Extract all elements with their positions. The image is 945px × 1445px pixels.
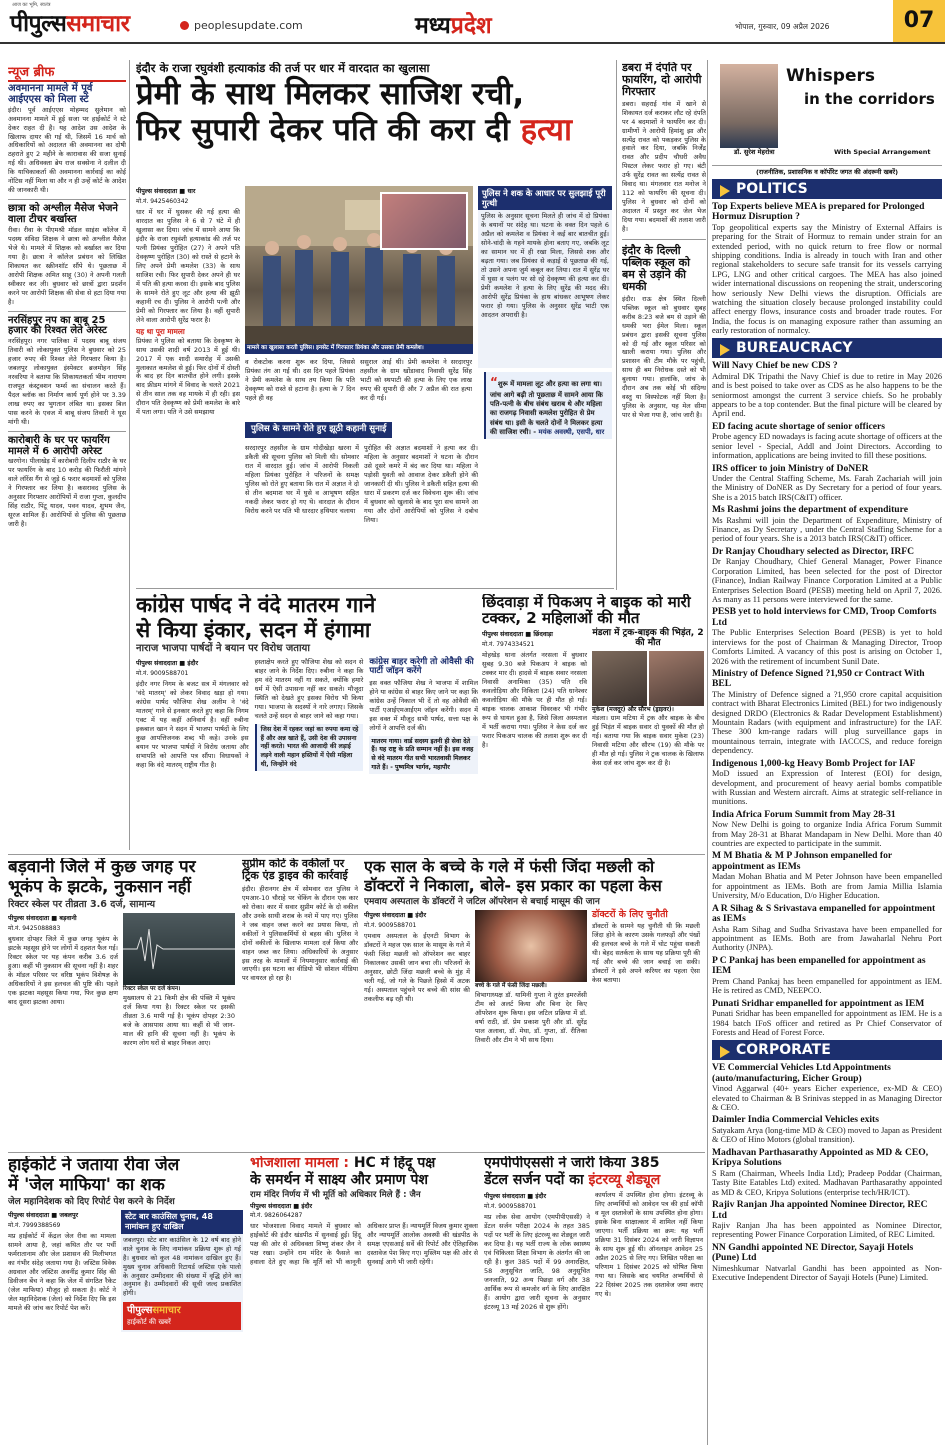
bureaucracy-item-text: Punati Sridhar has been empanelled for appointment as IEM. He is a 1984 batch IFoS officer and retired as Pr Chief Conservator of Forests and Head of Forest Force. — [712, 1009, 942, 1037]
corporate-item-text: S Ram (Chairman, Wheels India Ltd); Pradeep Poddar (Chairman, Tasty Bite Eatables Ltd) exited. Madhavan Parthasarathy appointed as MD & CEO, Kripya Solutions (enterprise tech/HR/ICT). — [712, 1168, 942, 1197]
congress-box: कांग्रेस बाहर करेगी तो ओवैसी की पार्टी जॉइन करेंगे इस वक्त फौजिया शेख ने भाजपा में शामिल होने या कांग्रेस से बाहर किए जाने पर कहा कि कांग्रेस उन्हें निकाल भी दें तो वह ओवैसी की पार्टी एआईएमआईएम जॉइन करेंगी। सदन में इस वक्त में मौजूद सभी पार्षद, सत्ता पक्ष के लोगों ने आपत्ति दर्ज की। मातरम गाया। वार्ड सदस्य इतनी ही सेवा देते हैं। यह राष्ट्र के प्रति सम्मान नहीं है। इस वजह से वंदे मातरम गीत सभी भारतवासी मिलकर गाते हैं। - पुष्यमित्र भार्गव, महापौर — [369, 658, 478, 774]
corporate-item-text: Nimeshkumar Natvarlal Gandhi has been appointed as Non-Executive Independent Director of Sayaji Hotels (Pune) Limited. — [712, 1263, 942, 1283]
lead-column-1 — [136, 186, 240, 586]
lead-text-1: धार में घर में घुसकर की गई हत्या की वारदात का पुलिस ने 6 से 7 घंटे में ही खुलासा कर दिया। जांच में सामने आया कि इंदौर के राजा रघुवंशी हत्याकांड की तर्ज पर पत्नी प्रियंका पुरोहित (27) ने अपने पति देवकृष्ण पुरोहित (30) को रास्ते से हटाने के लिए अपने प्रेमी कमलेश (33) के साथ साजिश रची। फिर सुपारी देकर अपने ही घर में पति की हत्या करवा दी। इसके बाद पुलिस के सामने रोते हुए लूट और हत्या की झूठी कहानी रच दी। पुलिस ने आरोपी पत्नी और प्रेमी को गिरफ्तार कर लिया है। वहीं सुपारी लेने वाला आरोपी सुरेंद्र फरार है। — [136, 207, 240, 324]
whispers-sidebar — [712, 62, 942, 1442]
hc-news-promo[interactable]: पीपुल्ससमाचार हाईकोर्ट की खबरें — [123, 1302, 241, 1329]
lead-title-line-2: फिर सुपारी देकर पति की करा दी हत्या — [136, 111, 573, 148]
lead-sidebar-box — [478, 186, 612, 368]
badwani-title-2: भूकंप के झटके, नुकसान नहीं — [8, 877, 192, 898]
lead-text-2: प्रियंका ने पुलिस को बताया कि देवकृष्ण के साथ उसकी शादी वर्ष 2013 में हुई थी। 2017 में एक शादी समारोह में उसकी मुलाकात कमलेश से हुई। फिर दोनों में दोस्ती के बाद हर दिन बातचीत होने लगी। इसके बाद फ्रीडम मांगने में विवाद के चलते 2021 से तीन साल तक वह मायके में ही रही। इस दौरान पति देवकृष्ण को प्रेमी कमलेश के बारे में पता लगा। पति ने उसे समझाया — [136, 336, 240, 417]
congress-column-2: हस्ताक्षेप करते हुए फौजिया शेख को सदन से बाहर जाने के निर्देश दिए। रुबीना ने कहा कि हम वंदे मातरम नहीं गा सकते, क्योंकि हमारे धर्म में ऐसी उपासना नहीं कर सकते। मौजूदा स्थिति को देखते हुए इसका विरोध भी किया गया। भाजपा के सदस्यों ने नारे लगाए। जिसके चलते उन्हें सदन से बाहर जाने को कहा गया। जिस देश में रहकर जहां का रुपया कमा रहे हैं और अन्न खाते हैं, उसी देश की उपासना नहीं करते। भारत की आजादी की लड़ाई लड़ने वाली महान हस्तियों में ऐसी महिला थी, जिन्होंने वंदे — [255, 658, 364, 774]
section-title: मध्यप्रदेश — [415, 13, 492, 39]
edition-date: भोपाल, गुरुवार, 09 अप्रैल 2026 — [735, 22, 830, 31]
special-arrangement: With Special Arrangement — [834, 148, 931, 156]
bureaucracy-item-text: MoD issued an Expression of Interest (EOI) for design, development, and procurement of heavy aerial bombs compatible with Russian and Western aircraft. Aims at strategic self-reliance in munitions. — [712, 769, 942, 807]
congress-deck: नाराज भाजपा पार्षदों ने बयान पर विरोध जताया — [136, 643, 310, 655]
lead-strip-title: पुलिस के सामने रोते हुए झूठी कहानी सुनाई — [245, 422, 479, 440]
divider — [8, 311, 126, 312]
mppsc-column-1: पीपुल्स संवाददाता ■ इंदौर मो.नं. 9009588701 मप्र लोक सेवा आयोग (एमपीपीएससी) ने डेंटल सर्जन परीक्षा 2024 के तहत 385 पदों पर भर्ती के लिए इंटरव्यू का शेड्यूल जारी कर दिया है। यह भर्ती राज्य के लोक स्वास्थ्य एवं चिकित्सा शिक्षा विभाग के अंतर्गत की जा रही है। कुल 385 पदों में 99 अनारक्षित, 58 अनुसूचित जाति, 98 अनुसूचित जनजाति, 92 अन्य पिछड़ा वर्ग और 38 आर्थिक रूप से कमजोर वर्ग के लिए आरक्षित हैं। आयोग द्वारा जारी सूचना के अनुसार इंटरव्यू 13 मई 2026 से शुरू होंगे। — [484, 1193, 590, 1311]
endoscope-photo — [475, 910, 587, 982]
lead-kicker: इंदौर के राजा रघुवंशी हत्याकांड की तर्ज पर धार में वारदात का खुलासा — [136, 62, 430, 75]
lead-photo-caption: मामले का खुलासा करती पुलिस। इनसेट में गिरफ्तार प्रियंका और उसका प्रेमी कमलेश। — [245, 344, 473, 354]
corporate-item-heading: Daimler India Commercial Vehicles exits — [712, 1114, 879, 1126]
brief-item: नरसिंहपुर नप का बाबू 25 हजार की रिश्वत लेते अरेस्ट नरसिंहपुर। नगर पालिका में पदस्थ बाबू संजय तिवारी को लोकायुक्त पुलिस ने बुधवार को 25 हजार रुपए की रिश्वत लेते गिरफ्तार किया है। जबलपुर लोकायुक्त इंस्पेक्टर ब्रजमोहन सिंह नरवरिया ने बताया कि शिकायतकर्ता भीम नारायण राजपूत कंस्ट्रक्शन फर्म्स का संचालन करते हैं। पैदल ब्लॉक का निर्माण कार्य पूर्ण होने पर 3.39 लाख रुपए का भुगतान लंबित था। इसका बिल पास करने के एवज में बाबू संजय तिवारी ने घूस मांगी थी। — [8, 314, 126, 426]
badwani-story — [8, 858, 236, 1150]
whispers-header — [712, 62, 942, 166]
bureaucracy-item-text: Admiral DK Tripathi the Navy Chief is due to retire in May 2026 and is best poised to take over as CDS as he also happens to be the seniormost amongst the current 3 service chiefs. So he probably appears to be a top contender. But the final picture will be cleared by April end. — [712, 371, 942, 419]
fish-title-1: एक साल के बच्चे के गले में फंसी जिंदा मछली को — [364, 858, 655, 876]
rewa-column: पीपुल्स संवाददाता ■ जबलपुर मो.नं. 7999388569 मप्र हाईकोर्ट में केंद्रल जेल रीवा का मामला सामने आया है, जहां कथित तौर पर पर्ची फर्मरातानाम और जेल प्रशासन की मिलीभगत का गंभीर संदेह जताया गया है। जस्टिस विवेक अग्रवाल और जस्टिस अवनींद्र कुमार सिंह की डिवीजन बेंच ने कहा कि जेल में संगठित रैकेट (जेल माफिया) मौजूद हो सकता है। कोर्ट ने जेल महानिदेशक (जेल) को निर्देश दिए कि इस मामले की जांच कर रिपोर्ट पेश करें। — [8, 1212, 116, 1313]
sc-title: सुप्रीम कोर्ट के वकीलों पर ट्रिक एंड ड्राइव की कार्रवाई — [242, 858, 348, 882]
whispers-subtitle: in the corridors — [804, 90, 935, 108]
bureaucracy-item-text: The Public Enterprises Selection Board (PESB) is yet to hold interviews for the post of Chairman & Managing Director, Troop Comforts Limited. A vacancy of this post is arising on October 1, 2026 with the retirement of incumbent Sunil Date. — [712, 628, 942, 666]
news-brief-column — [8, 62, 126, 848]
politics-header: POLITICS — [712, 179, 942, 199]
congress-story — [136, 594, 478, 852]
seismograph-icon — [123, 919, 235, 979]
rewa-title-2: में 'जेल माफिया' का शक — [8, 1175, 165, 1196]
bureaucracy-item-heading: Will Navy Chief be new CDS ? — [712, 360, 838, 372]
lead-title-line-1: प्रेमी के साथ मिलकर साजिश रची, — [136, 76, 525, 113]
author-name: डॉ. सुरेश मेहरोत्रा — [734, 148, 775, 156]
newspaper-logo: पीपुल्ससमाचार — [10, 11, 130, 37]
congress-quote: जिस देश में रहकर जहां का रुपया कमा रहे हैं और अन्न खाते हैं, उसी देश की उपासना नहीं करते। भारत की आजादी की लड़ाई लड़ने वाली महान हस्तियों में ऐसी महिला थी, जिन्होंने वंदे — [255, 724, 364, 771]
mppsc-title-1: एमपीपीएससी ने जारी किया 385 — [484, 1156, 660, 1171]
sc-lawyers-story — [242, 858, 358, 1150]
fish-title-2: डॉक्टरों ने निकाला, बोले- इस प्रकार का पहला केस — [364, 876, 662, 896]
bureaucracy-item-heading: ED facing acute shortage of senior officers — [712, 420, 886, 432]
inset-photo-accused — [380, 192, 468, 250]
bureaucracy-item-heading: IRS officer to join Ministry of DoNER — [712, 462, 869, 474]
rewa-title-1: हाईकोर्ट ने जताया रीवा जेल — [8, 1156, 180, 1175]
congress-title-2: से किया इंकार, सदन में हंगामा — [136, 617, 371, 642]
politics-items: Top Experts believe MEA is prepared for Prolonged Hormuz Disruption ? Top geopolitical experts say the Ministry of External Affairs is preparing for the Strait of Hormuz to remain under strain for an extended period, with no quick return to free flow or normal shipping conditions. India is already in touch with Iran and other regional stakeholders to secure safe transit for its vessels carrying LPG, LNG and other critical cargoes. The MEA has also joined wider international discussions on reopening the strait, underscoring how seriously New Delhi views the disruption. Officials are watching the situation closely because prolonged instability could affect energy flows, insurance costs and broader trade routes. For India, the focus is on managing exposure rather than assuming an early restoration of normalcy. — [712, 200, 942, 336]
lead-strip-column-2: पुरोहित की अज्ञात बदमाशों ने हत्या कर दी। महिला के अनुसार बदमाशों ने घटना के दौरान उसे दूसरे कमरे में बंद कर दिया था। महिला ने पड़ोसी युवती को आवाज देकर डकैती होने की जानकारी दी थी। पुलिस ने डकैती सहित हत्या की धारा में प्रकरण दर्ज कर विवेचना शुरू की। जांच में बुधवार को खुलासे के बाद पूरा सच सामने आ गया और दोनों आरोपियों को पुलिस ने दबोच लिया। — [364, 444, 478, 524]
sc-text: इंदौर। हीरानगर क्षेत्र में सोमवार रात पुलिस ने एमआर-10 चौराहे पर चेकिंग के दौरान एक कार को रोका। कार में सवार सुप्रीम कोर्ट के दो वकील और उनके साथी शराब के नशे में पाए गए। पुलिस ने जब वाहन जब्त करने का प्रयास किया, तो वकीलों ने पुलिसकर्मियों से बहस की। पुलिस ने दोनों वकीलों के खिलाफ मामला दर्ज किया और वाहन जब्त कर लिया। अधिकारियों के अनुसार इस तरह के मामलों में नियमानुसार कार्रवाई की जाएगी। इस घटना का वीडियो भी सोशल मीडिया पर वायरल हो रहा है। — [242, 884, 358, 983]
bureaucracy-item-heading: A R Sihag & S Srivastava empanelled for appointment as IEMs — [712, 902, 936, 925]
brief-item: कारोबारी के घर पर फायरिंग मामले में 6 आरोपी अरेस्ट खरगोन। पीलाखेड़ में कारोबारी दिलीप राठौर के घर पर फायरिंग के बाद 10 करोड़ की फिरौती मांगने वाले लॉरेंस गैंग से जुड़े 6 फरार बदमाशों को पुलिस ने गिरफ्तार कर लिया है। कसरावद पुलिस के अनुसार गिरफ्तार आरोपियों में राजा गुप्ता, कुलदीप सिंह राठौर, पिंटू यादव, पवन यादव, शुभम जैन, सूरज शामिल हैं। आरोपियों से पुलिस की पूछताछ जारी है। — [8, 434, 126, 529]
corporate-item-text: Satyakam Arya (long-time MD & CEO) moved to Japan as President & CEO of Hino Motors (global transition). — [712, 1126, 942, 1145]
chhindwara-column: पीपुल्स संवाददाता ■ छिंदवाड़ा मो.नं. 7974334521 मोहखेड़ थाना अंतर्गत नरसला में बुधवार सुबह 9.30 बजे पिकअप ने बाइक को टक्कर मार दी। हादसे में बाइक सवार नरसला निवासी अनामिका (35) पति रवि कवलोड़िया और निकिता (24) पति धानेश्वर कवलोड़िया की मौके पर ही मौत हो गई। बाइक चालक आकाश धिवरकर भी गंभीर रूप से घायल हुआ है, जिसे जिला अस्पताल में भर्ती कराया गया। पुलिस ने केस दर्ज कर फरार पिकअप चालक की तलाश शुरू कर दी है। — [482, 631, 587, 750]
lead-byline: पीपुल्स संवाददाता ■ धार — [136, 188, 196, 195]
bar-council-box: स्टेट बार काउंसिल चुनाव, 48 नामांकन हुए दाखिल जबलपुर। स्टेट बार काउंसिल के 12 वर्ष बाद होने वाले चुनाव के लिए नामांकन प्रक्रिया शुरू हो गई है। बुधवार को कुल 48 नामांकन दाखिल हुए हैं। मुख्य चुनाव अधिकारी रिटायर्ड जस्टिस एके पालो के अनुसार उम्मीदवार की संख्या में वृद्धि होने का अनुमान है। उम्मीदवारों की सूची जल्द प्रकाशित होगी। पीपुल्ससमाचार हाईकोर्ट की खबरें — [121, 1210, 243, 1331]
lead-column-2: व रोकटोक करना शुरू कर दिया, जिससे प्रियंका तंग आ गई थी। दस दिन पहले प्रियंका ने प्रेमी कमलेश के साथ तय किया कि पति देवकृष्ण को रास्ते से हटाना है। हत्या के 7 दिन पहले ही वह — [245, 358, 355, 402]
dabra-title: डबरा में दंपति पर फायरिंग, दो आरोपी गिरफ्तार — [622, 62, 702, 98]
seismograph-photo — [123, 913, 235, 985]
chhindwara-title: छिंदवाड़ा में पिकअप ने बाइक को मारी टक्कर, 2 महिलाओं की मौत — [482, 594, 691, 628]
corporate-item-heading: NN Gandhi appointed NE Director, Sayaji Hotels (Pune) Ltd — [712, 1241, 914, 1264]
bhojshala-story: भोजशाला मामला : HC में हिंदू पक्ष के समर्थन में साक्ष्य और प्रमाण पेश राम मंदिर निर्णय में भी मूर्ति को अधिकार मिले हैं : जैन पीपुल्स संवाददाता ■ इंदौर मो.नं. 9826064287 धार भोजशाला विवाद मामले में बुधवार को हाईकोर्ट की इंदौर खंडपीठ में सुनवाई हुई। हिंदू पक्ष की ओर से अधिवक्ता विष्णु शंकर जैन ने पक्ष रखा। उन्होंने राम मंदिर के फैसले का हवाला देते हुए कहा कि मूर्ति को भी कानूनी अधिकार प्राप्त हैं। न्यायमूर्ति विजय कुमार शुक्ला और न्यायमूर्ति आलोक अवस्थी की खंडपीठ के समक्ष एएसआई सर्वे की रिपोर्ट और ऐतिहासिक दस्तावेज पेश किए गए। मुस्लिम पक्ष की ओर से सुनवाई आगे भी जारी रहेगी। — [250, 1156, 478, 1267]
bureaucracy-item-text: Prem Chand Pankaj has been empanelled for appointment as IEM. He is retired as CMD, NEEPCO. — [712, 976, 942, 996]
mandla-inset: मंडला में ट्रक-बाइक की भिड़ंत, 2 की मौत मुकेश (मजदूर) और सौरभ (ड्राइवर)। मंडला। ग्राम मटिया में ट्रक और बाइक के बीच हुई भिड़ंत में बाइक सवार दो युवकों की मौत हो गई। बताया गया कि बाइक सवार मुकेश (23) निवासी मटिया और सौरभ (19) की मौके पर ही मौत हो गई। पुलिस ने ट्रक चालक के खिलाफ केस दर्ज कर जांच शुरू कर दी है। — [592, 628, 704, 767]
bureaucracy-item-heading: P C Pankaj has been empanelled for appointment as IEM — [712, 954, 926, 977]
dps-title: इंदौर के दिल्ली पब्लिक स्कूल को बम से उड़ाने की धमकी — [622, 244, 690, 293]
congress-title-1: कांग्रेस पार्षद ने वंदे मातरम गाने — [136, 594, 376, 617]
bhojshala-title-1: भोजशाला मामला : HC में हिंदू पक्ष — [250, 1156, 436, 1171]
lead-column-3: ससुराल आई थी। प्रेमी कमलेश ने सरदारपुर तहसील के ग्राम खोंडावाद निवासी सुरेंद्र सिंह भाटी को स्थपाटी की हत्या के लिए एक लाख रुपए की सुपारी दी और 7 अप्रैल की रात हत्या कर दी गई। — [360, 358, 472, 402]
bureaucracy-item-text: Under the Central Staffing Scheme, Ms. Farah Zachariah will join the Ministry of DoNER as Dy Secretary for a period of four years. She is a 2015 batch IRS(C&IT) officer. — [712, 474, 942, 502]
badwani-column-1: पीपुल्स संवाददाता ■ बड़वानी मो.नं. 9425088883 बुधवार दोपहर जिले में कुछ जगह भूकंप के झटके महसूस होने पर लोगों में दहशत फैल गई। रिक्टर स्केल पर यह कंपन करीब 3.6 दर्ज हुआ। कहीं भी नुकसान की सूचना नहीं है। शहर के मॉडल परिसर पर वरिष्ठ भूकंप विशेषज्ञ के अधिकारियों ने इस हलचल की पुष्टि की। पहले एक झटका महसूस किया गया, फिर कुछ क्षण बाद दूसरा झटका आया। — [8, 915, 119, 1006]
dabra-text: डबरा। सहराई गांव में खाने से शिकायत दर्ज कराकर लौट रहे दंपति पर 4 बदमाशों ने फायरिंग कर दी। ग्रामीणों ने आरोपी हिमांशु झा और सत्येंद्र रावत को पकड़कर पुलिस के हवाले कर दिया, जबकि निर्जेंद्र रावत और प्रदीप चौधरी अवैध पिस्टल लेकर फरार हो गए। बंटी उर्फ सुरेंद्र रावत का सत्येंद्र रावत से विवाद था। मंगलवार रात मनोज ने 112 को फायरिंग की सूचना दी। पुलिस ने बुधवार को दोनों को अदालत में प्रस्तुत कर जेल भेज दिया गया। बदमाशों की तलाश जारी है। — [622, 99, 706, 234]
corporate-item-heading: Madhavan Parthasarathy Appointed as MD & CEO, Kripya Solutions — [712, 1146, 929, 1169]
bureaucracy-item-text: Dr Ranjay Choudhary, Chief General Manager, Power Finance Corporation Limited, has been selected for the post of Director (Finance), Indian Railway Finance Corporation Limited at a Public Enterprises Selection Board (PESB) meeting held on April 7, 2026. As many as 11 persons were interviewed for the same. — [712, 557, 942, 604]
bureaucracy-item-heading: PESB yet to hold interviews for CMD, Troop Comforts Ltd — [712, 606, 937, 628]
masthead-tagline: आज का भूमि, स्वतंत्र — [12, 2, 51, 8]
badwani-title-1: बड़वानी जिले में कुछ जगह पर — [8, 858, 196, 877]
bureaucracy-item-heading: Punati Sridhar empanelled for appointment as IEM — [712, 997, 925, 1009]
website-link[interactable]: peoplesupdate.com — [180, 19, 303, 32]
bureaucracy-item-heading: Ministry of Defence Signed ?1,950 cr Contract With BEL — [712, 667, 925, 690]
dps-text: इंदौर। राऊ क्षेत्र स्थित दिल्ली पब्लिक स्कूल को बुधवार सुबह करीब 8:23 बजे बम से उड़ाने की धमकी भरा ईमेल मिला। स्कूल प्रबंधन द्वारा इसकी सूचना पुलिस को दी गई और स्कूल परिसर को खाली कराया गया। पुलिस और प्रशासन की टीम मौके पर पहुंची, साथ ही बम निरोधक दस्ते को भी बुलाया गया। हालांकि, जांच के दौरान अब तक कोई भी संदिग्ध वस्तु या विस्फोटक नहीं मिला है। पुलिस के अनुसार, यह मेल सीमा पार से भेजा गया है, जांच जारी है। — [622, 294, 706, 420]
sidebar-box-title: पुलिस ने शक के आधार पर सुलझाई पूरी गुत्थी — [478, 186, 612, 210]
bhojshala-title-2: के समर्थन में साक्ष्य और प्रमाण पेश — [250, 1172, 428, 1189]
bureaucracy-item-heading: Dr Ranjay Choudhary selected as Director, IRFC — [712, 545, 915, 557]
lead-strip-column-1: सरदारपुर तहसील के ग्राम गोदीखेड़ा खरना में डकैती की सूचना पुलिस को मिली थी। सोमवार रात में वारदात हुई। जांच में आरोपी निकली महिला प्रियंका पुरोहित ने परिजनों के समक्ष पुलिस को रोते हुए बताया कि रात में अज्ञात ने दो से तीन बदमाश घर में घुसे व आभूषण सहित नकदी लेकर फरार हो गए थे। वारदात के दौरान विरोध करने पर पति भी धारदार हथियार चलाया — [245, 444, 359, 515]
lead-photo — [245, 186, 473, 354]
bureaucracy-item-text: Ms Rashmi will join the Department of Expenditure, Ministry of Finance, as Dy Secretary , under the Central Staffing Scheme for a period of four years. She is a 2013 batch IRS(C&IT) officer. — [712, 515, 942, 544]
fish-column-2: बच्चे के गले में फंसी जिंदा मछली। विभागाध्यक्ष डॉ. यामिनी गुप्ता ने तुरंत इमरजेंसी टीम को अलर्ट किया और बिना देर किए ऑपरेशन शुरू किया। इस जटिल प्रक्रिया में डॉ. वर्षा राठी, डॉ. प्रेम प्रकाश पुरी और डॉ. सुरेंद्र पाल अलावा, डॉ. मेघा, डॉ. गुप्ता, डॉ. रीतिका तिवारी और टीम ने भी साथ दिया। — [475, 910, 587, 1045]
brief-item: अवमानना मामले में पूर्व आईएएस को मिला स्टे इंदौर। पूर्व आईएएस मोहम्मद सुलेमान को अवमानना मामले में हुई सजा पर हाईकोर्ट ने स्टे देकर राहत दी है। यह आदेश उस आदेश के खिलाफ दायर की गई थी, जिसमें 16 मार्च को अधिकारियों को अदालत की अवमानना का दोषी ठहराते हुए 2 महीने के कारावास की सजा सुनाई गई थी। अधिवक्ता ब्रेय राज सक्सेना ने दलील दी कि याचिकाकर्ता की अवमानना कार्रवाई का कोई नोटिस नहीं मिला था और न ही उन्हें कोर्ट के आदेश की जानकारी थी। — [8, 83, 126, 195]
fish-story — [364, 858, 704, 1150]
corporate-item-heading: VE Commercial Vehicles Ltd Appointments (auto/manufacturing, Eicher Group) — [712, 1062, 891, 1084]
whispers-title: Whispers — [786, 66, 876, 86]
bureaucracy-item-heading: Ms Rashmi joins the department of expenditure — [712, 504, 908, 516]
whispers-caption: (राजनीतिक, प्रशासनिक व कॉर्पोरेट जगत की अंदरूनी खबरें) — [755, 168, 899, 176]
fish-inset: डॉक्टरों के लिए चुनौती डॉक्टरों के सामने यह चुनौती थी कि मछली जिंदा होने के कारण उसके गलफड़ों और पंखों की हलचल बच्चे के गले में चोट पहुंचा सकती थी। बेहद सतर्कता के साथ यह प्रक्रिया पूरी की गई और बच्चे की जान बचाई जा सकी। डॉक्टरों ने इसे अपने करियर का पहला ऐसा केस बताया। — [592, 909, 700, 985]
mppsc-column-2: कार्यालय में उपस्थित होना होगा। इंटरव्यू के लिए अभ्यर्थियों को आवेदन पत्र की हार्ड कॉपी व मूल दस्तावेजों के साथ उपस्थित होना होगा। इसके बिना साक्षात्कार में शामिल नहीं किया जाएगा। भर्ती प्रक्रिया का क्रम: यह भर्ती प्रक्रिया 31 दिसंबर 2024 को जारी विज्ञापन के साथ शुरू हुई थी। ऑनलाइन आवेदन 25 अप्रैल 2025 से लिए गए। लिखित परीक्षा का परिणाम 1 दिसंबर 2025 को घोषित किया गया था। जिसके बाद चयनित अभ्यर्थियों से 22 दिसंबर 2025 तक दस्तावेज जमा कराए गए थे। — [595, 1191, 703, 1298]
bureaucracy-item-text: The Ministry of Defence signed a ?1,950 crore capital acquisition contract with Bharat Electronics Limited (BEL) for two indigenously designed DRDO (Electronics & Radar Development Establishment) Mountain Radars (with equipment and infrastructure) for the IAF. These 300 km-range radars will plug surveillance gaps in mountainous terrain, integrate with IACCCS, and reduce foreign dependency. — [712, 689, 942, 756]
rewa-deck: जेल महानिदेशक को दिए रिपोर्ट पेश करने के निर्देश — [8, 1196, 175, 1207]
bureaucracy-header: BUREAUCRACY — [712, 338, 942, 358]
mppsc-title-2: डेंटल सर्जन पदों का इंटरव्यू शेड्यूल — [484, 1172, 661, 1189]
right-news-column — [622, 62, 706, 582]
lead-mobile: मो.नं. 9425460342 — [136, 197, 189, 205]
chhindwara-story — [482, 594, 704, 852]
page-number: 07 — [893, 0, 945, 42]
bureaucracy-item-heading: Indigenous 1,000-kg Heavy Bomb Project for IAF — [712, 757, 916, 769]
bhojshala-text: धार भोजशाला विवाद मामले में बुधवार को हाईकोर्ट की इंदौर खंडपीठ में सुनवाई हुई। हिंदू पक्ष की ओर से अधिवक्ता विष्णु शंकर जैन ने पक्ष रखा। उन्होंने राम मंदिर के फैसले का हवाला देते हुए कहा कि मूर्ति को भी कानूनी अधिकार प्राप्त हैं। न्यायमूर्ति विजय कुमार शुक्ला और न्यायमूर्ति आलोक अवस्थी की खंडपीठ के समक्ष एएसआई सर्वे की रिपोर्ट और ऐतिहासिक दस्तावेज पेश किए गए। मुस्लिम पक्ष की ओर से सुनवाई आगे भी जारी रहेगी। — [250, 1222, 478, 1267]
lead-headline-block — [136, 62, 612, 182]
news-brief-title: न्यूज ब्रीफ — [8, 62, 126, 82]
author-photo — [720, 64, 778, 148]
corporate-item-heading: Rajiv Ranjan Jha appointed Nominee Director, REC Ltd — [712, 1199, 928, 1221]
lead-subhead: यह था पूरा मामला — [136, 326, 185, 336]
bhojshala-deck: राम मंदिर निर्णय में भी मूर्ति को अधिकार मिले हैं : जैन — [250, 1190, 421, 1201]
corporate-items — [712, 1063, 942, 1282]
divider — [8, 199, 126, 200]
masthead — [0, 0, 945, 44]
bureaucracy-item-heading: M M Bhatia & M P Johnson empanelled for appointment as IEMs — [712, 850, 892, 872]
bureaucracy-items — [712, 361, 942, 1037]
badwani-column-2: रिक्टर स्केल पर दर्ज कंपन। मुख्यालय से 21 किमी क्षेत्र की पंक्ति में भूकंप दर्ज किया गया है। रिक्टर स्केल पर इसकी तीव्रता 3.6 मापी गई है। भूकंप दोपहर 2:30 बजे के आसपास आया था। कहीं से भी जान-माल की हानि की सूचना नहीं है। भूकंप के कारण लोग घरों से बाहर निकल आए। — [123, 913, 235, 1048]
sidebar-box-text: पुलिस के अनुसार सूचना मिलते ही जांच में दो प्रियंका के बयानों पर संदेह था। घटना के वक्त दिन पहले 6 अप्रैल को कमलेश व प्रियंका ने कई बार बातचीत हुई। सोने-चांदी के गहने मायके होना बताए गए, जबकि लूट का सामान घर में ही रखा मिला, जिससे शक और बढ़ता गया। जब प्रियंका से कड़ाई से पूछताछ की गई, तो उसने अपना जुर्म कबूल कर लिया। रात में सुरेंद्र घर में घुसा व पलंग पर सो रहे देवकृष्ण की हत्या कर दी। प्रेमी कमलेश ने हत्या के लिए सुरेंद्र की मदद की। आरोपी सुरेंद्र प्रियंका के हाथ बांधकर आभूषण लेकर फरार हो गया। पुलिस के अनुसार सुरेंद्र भाटी एक आदतन अपराधी है। — [481, 212, 609, 319]
corporate-header: CORPORATE — [712, 1040, 942, 1060]
hc-rewa-story — [8, 1156, 244, 1441]
sp-quote — [484, 372, 612, 577]
bureaucracy-item-text: Asha Ram Sihag and Sudha Srivastava have been empanelled for appointment as IEMs. Both are from Jawaharlal Nehru Port Authority (JNPA). — [712, 924, 942, 953]
fish-column-1: पीपुल्स संवाददाता ■ इंदौर मो.नं. 9009588701 एमवाय अस्पताल के ईएनटी विभाग के डॉक्टरों ने महज एक साल के मासूम के गले में फंसी जिंदा मछली को ऑपरेशन कर बाहर निकालकर उसकी जान बचा ली। परिजनों के अनुसार, छोटी जिंदा मछली बच्चे के मुंह में चली गई, जो गले के पिछले हिस्से में अटक गई। अस्पताल पहुंचने पर बच्चे की सांस की तकलीफ बढ़ रही थी। — [364, 912, 470, 1003]
victim-photo-1 — [592, 651, 647, 706]
bureaucracy-item-heading: India Africa Forum Summit from May 28-31 — [712, 808, 896, 820]
quote-text: “शुरू में मामला लूट और हत्या का लगा था। जांच आगे बढ़ी तो पूछताछ में सामने आया कि पति-पत्नी के बीच संबंध खराब थे और महिला का राजगढ़ निवासी कमलेश पुरोहित से प्रेम संबंध था। इसी के चलते दोनों ने मिलकर हत्या की साजिश रची। - मयंक अवस्थी, एसपी, धार — [484, 372, 612, 439]
bureaucracy-item-text: Now New Delhi is going to organize India Africa Forum Summit from May 28-31 at Bharat Mandapam in New Delhi. More than 40 countries are expected to participate in the summit. — [712, 820, 942, 848]
corporate-item-text: Vinod Aggarwal (40+ years Eicher experience, ex-MD & CEO) elevated to Chairman & B Srinivas stepped in as Managing Director & CEO. — [712, 1084, 942, 1113]
fish-deck: एमवाय अस्पताल के डॉक्टरों ने जटिल ऑपरेशन से बचाई मासूम की जान — [364, 896, 600, 907]
badwani-deck: रिक्टर स्केल पर तीव्रता 3.6 दर्ज, सामान्य — [8, 898, 156, 910]
congress-column-1: पीपुल्स संवाददाता ■ इंदौर मो.नं. 9009588701 इंदौर नगर निगम के बजट सत्र में मंगलवार को 'वंदे मातरम्' को लेकर विवाद खड़ा हो गया। कांग्रेस पार्षद फौजिया शेख अलीम ने 'वंदे मातरम्' गाने से इनकार करते हुए कहा कि निगम एक्ट में यह कहीं अनिवार्य है। वहीं रुबीना इकबाल खान ने सदन में भाजपा पार्षदों के लिए कुछ आपत्तिजनक शब्द भी कहे। उनके इस बयान पर भाजपा पार्षदों ने विरोध जताया और सभापति को आपत्ति पत्र सौंपा। विधायकों ने कहा कि वंदे मातरम् राष्ट्रीय गीत है। — [136, 660, 249, 769]
corporate-item-text: Rajiv Ranjan Jha has been appointed as Nominee Director, representing Power Finance Corporation Limited, of REC Limited. — [712, 1221, 942, 1240]
mppsc-story — [484, 1156, 704, 1441]
brief-item: छात्रा को अश्लील मैसेज भेजने वाला टीचर बर्खास्त रीवा। रीवा के पीएमश्री मॉडल साइंस कॉलेज में पदस्थ संविदा शिक्षक ने छात्रा को अश्लील मैसेज भेजे थे। मामले में शिक्षक को बर्खास्त कर दिया गया है। छात्रा ने कॉलेज प्रबंधन को लिखित शिकायत कर स्क्रीनशॉट सौंपे थे। पूछताछ में आरोपी शिक्षक अमित साहू (30) ने अपनी गलती स्वीकार कर ली। बुधवार को छात्रों द्वारा प्रदर्शन करने पर आरोपी शिक्षक की सेवा से हटा दिया गया है। — [8, 203, 126, 306]
bureaucracy-item-text: Madan Mohan Bhatia and M Peter Johnson have been empanelled for appointment as IEMs. Both are from Jamia Millia Islamia University, M/o Education, D/o Higher Education. — [712, 872, 942, 901]
divider — [8, 431, 126, 432]
bureaucracy-item-text: Probe agency ED nowadays is facing acute shortage of officers at the senior level - Special, Addl and Joint Directors. According to information, applications are being invited to fill these positions. — [712, 432, 942, 461]
victim-photo-2 — [649, 651, 704, 706]
